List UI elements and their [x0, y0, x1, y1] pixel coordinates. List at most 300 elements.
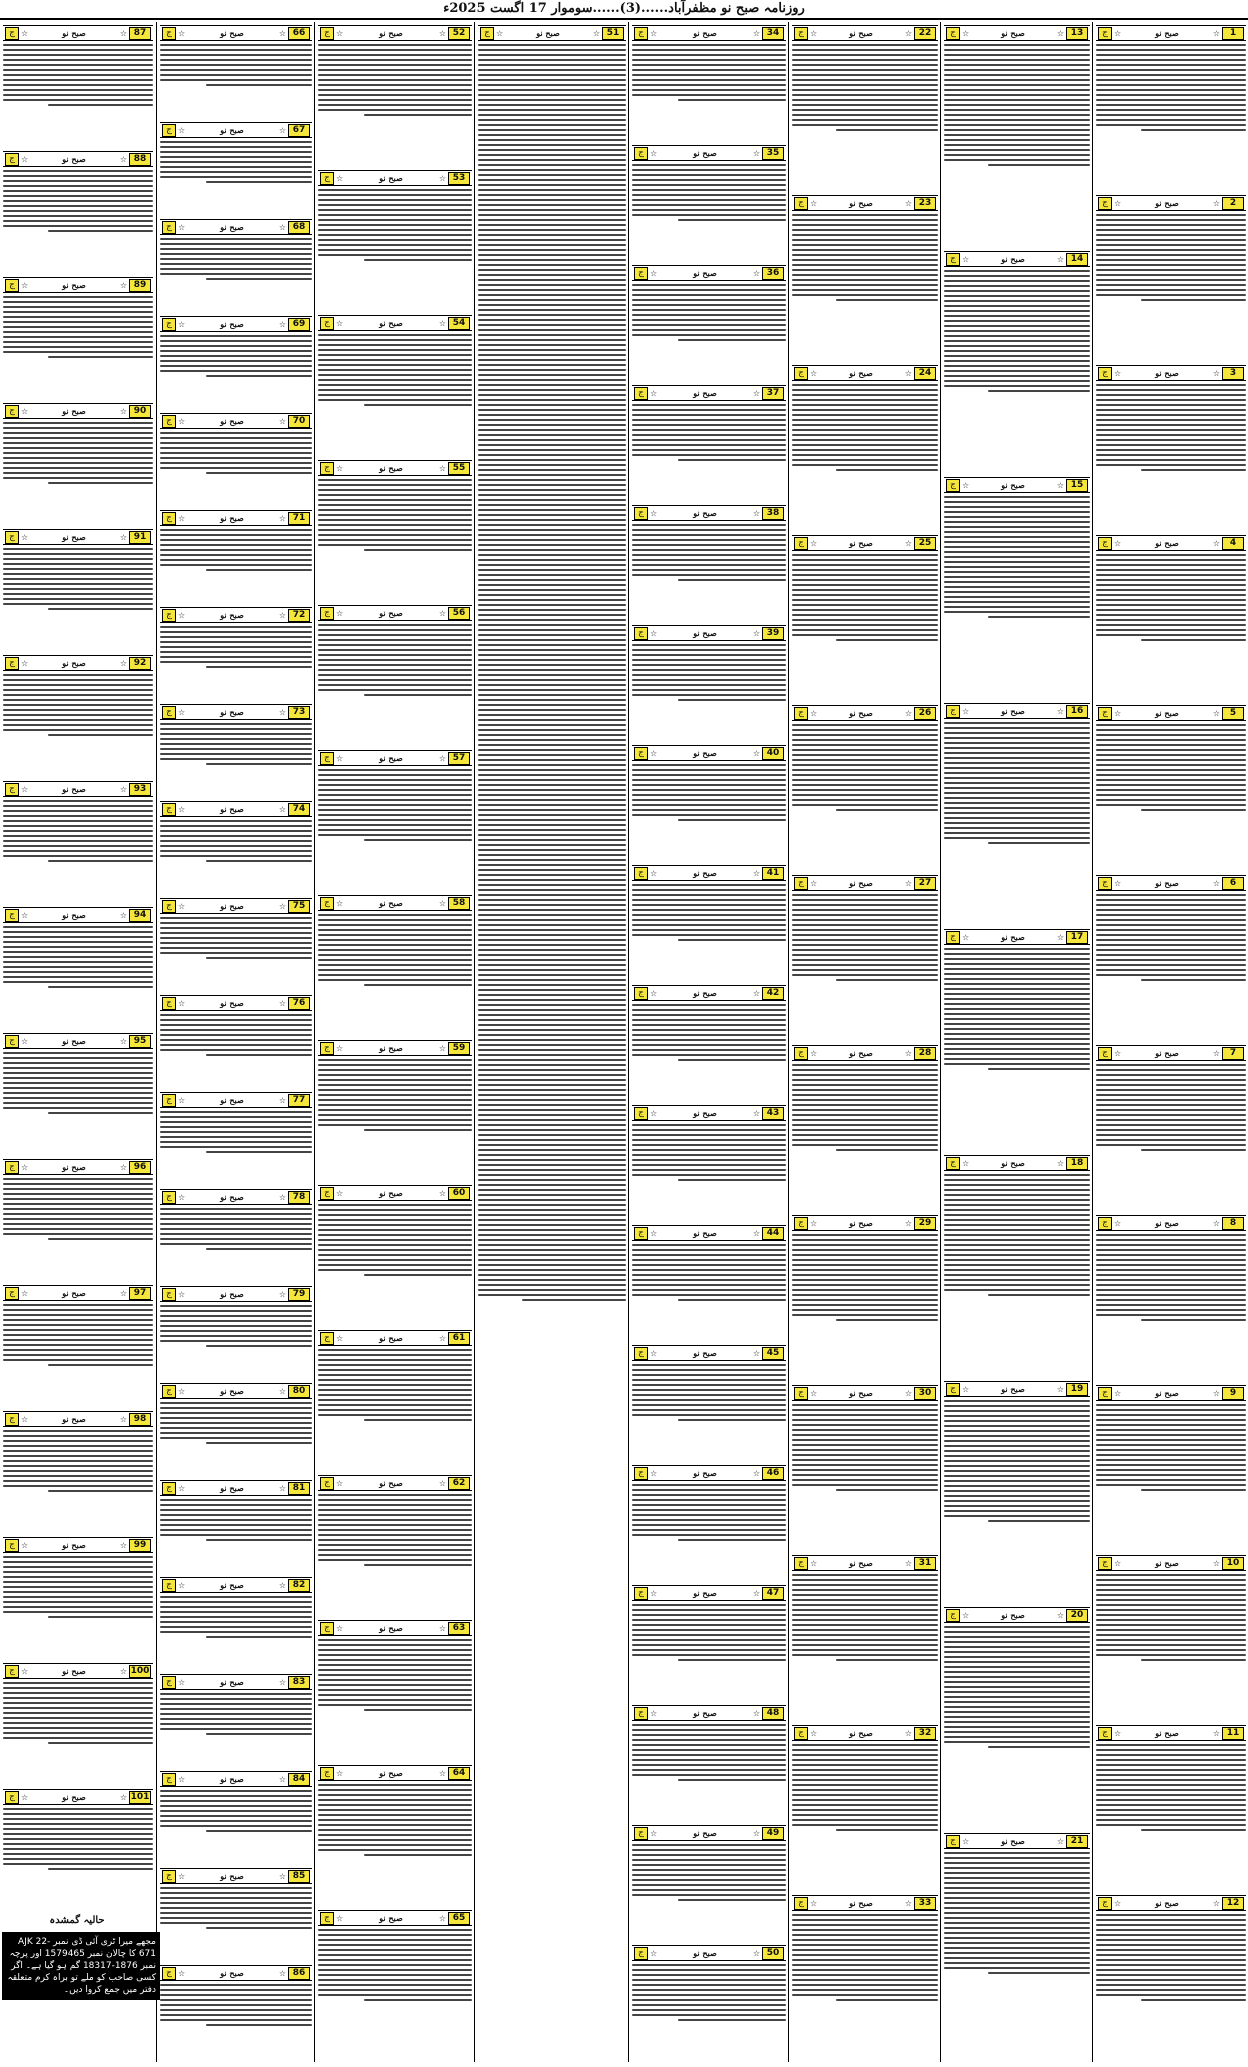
text-line — [632, 679, 786, 681]
classified-column — [474, 22, 629, 2062]
entry-mark: ج — [162, 803, 176, 816]
star-icon: ☆ — [278, 1192, 286, 1202]
entry-mark: ج — [320, 1042, 334, 1055]
text-line — [478, 159, 626, 161]
star-icon: ☆ — [178, 1677, 186, 1687]
text-line — [792, 244, 938, 246]
text-line — [318, 1224, 472, 1226]
classified-entry — [157, 895, 315, 992]
text-line — [944, 802, 1090, 804]
text-line — [632, 1019, 786, 1021]
text-line — [160, 1728, 312, 1730]
text-line — [478, 1214, 626, 1216]
classified-entry — [941, 700, 1093, 926]
text-line — [944, 1892, 1090, 1894]
text-line — [160, 1907, 312, 1909]
text-line — [3, 1344, 153, 1346]
text-line — [3, 729, 153, 731]
text-line — [944, 722, 1090, 724]
text-line — [3, 1571, 153, 1573]
text-line — [1141, 639, 1246, 641]
text-line — [792, 1614, 938, 1616]
text-line — [944, 521, 1090, 523]
entry-header — [318, 1765, 472, 1781]
text-line — [944, 1264, 1090, 1266]
text-line — [792, 1749, 938, 1751]
text-line — [478, 1279, 626, 1281]
text-line — [632, 59, 786, 61]
text-line — [318, 1819, 472, 1821]
text-line — [944, 1681, 1090, 1683]
text-line — [792, 609, 938, 611]
text-line — [3, 306, 153, 308]
text-line — [632, 1534, 786, 1536]
text-line — [478, 829, 626, 831]
entry-mark: ج — [634, 1227, 648, 1240]
text-line — [364, 694, 472, 696]
entry-brand: صبح نو — [62, 784, 86, 794]
text-line — [478, 414, 626, 416]
entry-mark: ج — [5, 153, 19, 166]
text-line — [1096, 604, 1246, 606]
text-line — [1141, 469, 1246, 471]
star-icon: ☆ — [810, 1048, 818, 1058]
text-line — [792, 579, 938, 581]
text-line — [944, 1415, 1090, 1417]
text-line — [160, 855, 312, 857]
text-line — [792, 1284, 938, 1286]
text-line — [206, 2024, 312, 2026]
text-line — [944, 807, 1090, 809]
text-line — [1096, 414, 1246, 416]
text-line — [792, 1264, 938, 1266]
text-line — [944, 320, 1090, 322]
text-line — [160, 166, 312, 168]
text-line — [792, 1249, 938, 1251]
entry-header — [318, 1185, 472, 1201]
entry-brand: صبح نو — [220, 1192, 244, 1202]
classified-column — [156, 22, 315, 2062]
text-line — [944, 94, 1090, 96]
text-line — [944, 345, 1090, 347]
text-line — [3, 1576, 153, 1578]
text-line — [1096, 1749, 1246, 1751]
text-line — [632, 74, 786, 76]
entry-number: 12 — [1222, 1897, 1244, 1910]
text-line — [318, 1804, 472, 1806]
text-line — [3, 210, 153, 212]
text-line — [478, 1139, 626, 1141]
entry-header — [1096, 1895, 1246, 1911]
entry-header — [632, 1225, 786, 1241]
text-line — [632, 934, 786, 936]
text-line — [792, 929, 938, 931]
entry-number: 17 — [1066, 931, 1088, 944]
entry-brand: صبح نو — [693, 1948, 717, 1958]
text-line — [3, 946, 153, 948]
text-line — [678, 939, 786, 941]
text-line — [478, 1289, 626, 1291]
text-line — [318, 209, 472, 211]
text-line — [318, 1244, 472, 1246]
star-icon: ☆ — [278, 901, 286, 911]
text-line — [3, 195, 153, 197]
text-line — [792, 1644, 938, 1646]
text-line — [478, 624, 626, 626]
text-line — [632, 1604, 786, 1606]
text-line — [206, 1927, 312, 1929]
entry-brand: صبح نو — [1001, 1836, 1025, 1846]
text-line — [478, 549, 626, 551]
entry-mark: ج — [5, 1665, 19, 1678]
entry-header — [944, 251, 1090, 267]
text-line — [792, 724, 938, 726]
text-line — [3, 296, 153, 298]
text-line — [792, 1959, 938, 1961]
entry-number: 60 — [448, 1187, 470, 1200]
text-line — [318, 624, 472, 626]
text-line — [792, 729, 938, 731]
classified-entry — [1093, 1042, 1248, 1212]
text-line — [364, 1854, 472, 1856]
entry-text-block — [160, 1790, 312, 1832]
text-line — [1141, 1489, 1246, 1491]
text-line — [944, 109, 1090, 111]
text-line — [632, 1889, 786, 1891]
text-line — [632, 784, 786, 786]
entry-header — [160, 1286, 312, 1302]
entry-mark: ج — [634, 387, 648, 400]
text-line — [944, 129, 1090, 131]
entry-header — [3, 1159, 153, 1175]
text-line — [3, 79, 153, 81]
text-line — [478, 284, 626, 286]
entry-mark: ج — [320, 27, 334, 40]
text-line — [632, 1264, 786, 1266]
text-line — [478, 1249, 626, 1251]
text-line — [944, 511, 1090, 513]
entry-mark: ج — [1098, 367, 1112, 380]
text-line — [632, 1254, 786, 1256]
text-line — [792, 754, 938, 756]
entry-header — [944, 1833, 1090, 1849]
text-line — [1096, 84, 1246, 86]
text-line — [478, 224, 626, 226]
entry-text-block — [1096, 554, 1246, 641]
text-line — [632, 1989, 786, 1991]
text-line — [478, 929, 626, 931]
text-line — [944, 1425, 1090, 1427]
text-line — [3, 805, 153, 807]
text-line — [160, 365, 312, 367]
text-line — [478, 69, 626, 71]
text-line — [792, 1139, 938, 1141]
text-line — [478, 554, 626, 556]
text-line — [632, 689, 786, 691]
entry-mark: ج — [162, 1288, 176, 1301]
text-line — [318, 64, 472, 66]
text-line — [944, 290, 1090, 292]
entry-number: 86 — [288, 1967, 310, 1980]
entry-brand: صبح نو — [220, 513, 244, 523]
text-line — [478, 799, 626, 801]
text-line — [944, 727, 1090, 729]
text-line — [3, 835, 153, 837]
text-line — [1096, 779, 1246, 781]
text-line — [318, 1839, 472, 1841]
star-icon: ☆ — [1114, 1218, 1122, 1228]
entry-text-block — [1096, 1744, 1246, 1831]
text-line — [160, 830, 312, 832]
text-line — [478, 629, 626, 631]
entry-header — [160, 704, 312, 720]
text-line — [792, 264, 938, 266]
entry-brand: صبح نو — [62, 1540, 86, 1550]
text-line — [1096, 919, 1246, 921]
text-line — [1096, 1824, 1246, 1826]
text-line — [792, 1269, 938, 1271]
entry-text-block — [1096, 1234, 1246, 1321]
entry-mark: ج — [794, 1047, 808, 1060]
classified-entry — [315, 1472, 475, 1617]
entry-brand: صبح نو — [62, 910, 86, 920]
text-line — [944, 315, 1090, 317]
text-line — [478, 264, 626, 266]
text-line — [944, 1726, 1090, 1728]
entry-mark: ج — [1098, 1897, 1112, 1910]
text-line — [478, 139, 626, 141]
entry-header — [632, 25, 786, 41]
star-icon: ☆ — [178, 28, 186, 38]
text-line — [478, 259, 626, 261]
text-line — [478, 1129, 626, 1131]
text-line — [792, 389, 938, 391]
text-line — [1096, 1129, 1246, 1131]
star-icon: ☆ — [438, 1768, 446, 1778]
text-line — [318, 194, 472, 196]
classified-entry — [1093, 1382, 1248, 1552]
text-line — [318, 1809, 472, 1811]
entry-mark: ج — [634, 1107, 648, 1120]
text-line — [632, 209, 786, 211]
text-line — [160, 1432, 312, 1434]
text-line — [478, 119, 626, 121]
text-line — [3, 810, 153, 812]
text-line — [160, 1218, 312, 1220]
text-line — [478, 764, 626, 766]
star-icon: ☆ — [650, 1708, 658, 1718]
text-line — [792, 634, 938, 636]
text-line — [792, 619, 938, 621]
text-line — [792, 589, 938, 591]
classified-entry — [1093, 362, 1248, 532]
text-line — [632, 49, 786, 51]
text-line — [3, 301, 153, 303]
text-line — [792, 1604, 938, 1606]
entry-brand: صبح نو — [536, 28, 560, 38]
entry-brand: صبح نو — [220, 1580, 244, 1590]
text-line — [318, 224, 472, 226]
text-line — [3, 351, 153, 353]
text-line — [792, 89, 938, 91]
text-line — [792, 744, 938, 746]
text-line — [944, 1229, 1090, 1231]
text-line — [792, 1124, 938, 1126]
classified-entry — [629, 1222, 789, 1342]
entry-mark: ج — [162, 1482, 176, 1495]
text-line — [1096, 554, 1246, 556]
text-line — [632, 1144, 786, 1146]
entry-number: 2 — [1222, 197, 1244, 210]
entry-text-block — [632, 524, 786, 581]
entry-header — [792, 365, 938, 381]
text-line — [160, 1519, 312, 1521]
text-line — [1096, 914, 1246, 916]
text-line — [318, 794, 472, 796]
text-line — [3, 316, 153, 318]
text-line — [3, 704, 153, 706]
classified-entry — [0, 1156, 156, 1282]
text-line — [3, 1581, 153, 1583]
text-line — [478, 389, 626, 391]
text-line — [632, 524, 786, 526]
text-line — [160, 1631, 312, 1633]
text-line — [678, 1539, 786, 1541]
text-line — [3, 1465, 153, 1467]
text-line — [944, 591, 1090, 593]
text-line — [3, 820, 153, 822]
entry-header — [3, 529, 153, 545]
text-line — [48, 1238, 153, 1240]
text-line — [792, 949, 938, 951]
text-line — [206, 1636, 312, 1638]
text-line — [632, 1979, 786, 1981]
text-line — [3, 689, 153, 691]
entry-number: 101 — [130, 1791, 150, 1802]
classified-entry — [157, 410, 315, 507]
text-line — [944, 1631, 1090, 1633]
text-line — [478, 1254, 626, 1256]
text-line — [3, 1586, 153, 1588]
text-line — [160, 1407, 312, 1409]
text-line — [3, 961, 153, 963]
entry-text-block — [944, 1174, 1090, 1296]
entry-number: 56 — [448, 607, 470, 620]
text-line — [478, 449, 626, 451]
text-line — [3, 840, 153, 842]
text-line — [3, 1430, 153, 1432]
text-line — [160, 656, 312, 658]
text-line — [3, 966, 153, 968]
text-line — [1096, 1949, 1246, 1951]
star-icon: ☆ — [1212, 708, 1220, 718]
text-line — [160, 1305, 312, 1307]
text-line — [478, 959, 626, 961]
text-line — [160, 1039, 312, 1041]
text-line — [318, 1209, 472, 1211]
text-line — [792, 1129, 938, 1131]
text-line — [1096, 119, 1246, 121]
text-line — [3, 1561, 153, 1563]
star-icon: ☆ — [810, 198, 818, 208]
text-line — [160, 141, 312, 143]
text-line — [632, 1484, 786, 1486]
entry-text-block — [160, 238, 312, 280]
entry-number: 53 — [448, 172, 470, 185]
text-line — [632, 1984, 786, 1986]
text-line — [944, 1661, 1090, 1663]
star-icon: ☆ — [21, 1666, 29, 1676]
text-line — [632, 924, 786, 926]
text-line — [944, 49, 1090, 51]
text-line — [944, 380, 1090, 382]
star-icon: ☆ — [178, 222, 186, 232]
text-line — [792, 1309, 938, 1311]
entry-header — [318, 1475, 472, 1491]
text-line — [792, 1654, 938, 1656]
text-line — [632, 1749, 786, 1751]
text-line — [478, 444, 626, 446]
text-line — [160, 1626, 312, 1628]
text-line — [944, 1259, 1090, 1261]
text-line — [1096, 729, 1246, 731]
entry-header — [944, 1607, 1090, 1623]
text-line — [792, 124, 938, 126]
entry-brand: صبح نو — [693, 1828, 717, 1838]
text-line — [792, 1424, 938, 1426]
text-line — [944, 772, 1090, 774]
classified-entry — [157, 22, 315, 119]
text-line — [632, 1009, 786, 1011]
text-line — [792, 799, 938, 801]
star-icon: ☆ — [752, 28, 760, 38]
text-line — [478, 84, 626, 86]
entry-mark: ج — [162, 512, 176, 525]
text-line — [792, 909, 938, 911]
text-line — [318, 489, 472, 491]
text-line — [3, 830, 153, 832]
text-line — [160, 1034, 312, 1036]
classified-entry — [629, 862, 789, 982]
star-icon: ☆ — [438, 1623, 446, 1633]
entry-number: 50 — [762, 1947, 784, 1960]
entry-text-block — [318, 334, 472, 406]
star-icon: ☆ — [119, 1162, 127, 1172]
text-line — [944, 1897, 1090, 1899]
entry-header — [632, 865, 786, 881]
text-line — [944, 1249, 1090, 1251]
text-line — [944, 44, 1090, 46]
text-line — [160, 1509, 312, 1511]
classified-entry — [629, 262, 789, 382]
text-line — [318, 1214, 472, 1216]
text-line — [478, 1109, 626, 1111]
entry-header — [792, 1215, 938, 1231]
text-line — [1096, 794, 1246, 796]
entry-text-block — [632, 164, 786, 221]
text-line — [318, 1509, 472, 1511]
text-line — [632, 1864, 786, 1866]
text-line — [632, 1649, 786, 1651]
text-line — [160, 2019, 312, 2021]
entry-brand: صبح نو — [1155, 1898, 1179, 1908]
text-line — [1096, 1744, 1246, 1746]
text-line — [478, 1284, 626, 1286]
text-line — [160, 248, 312, 250]
text-line — [1096, 434, 1246, 436]
entry-text-block — [792, 894, 938, 981]
text-line — [792, 1484, 938, 1486]
